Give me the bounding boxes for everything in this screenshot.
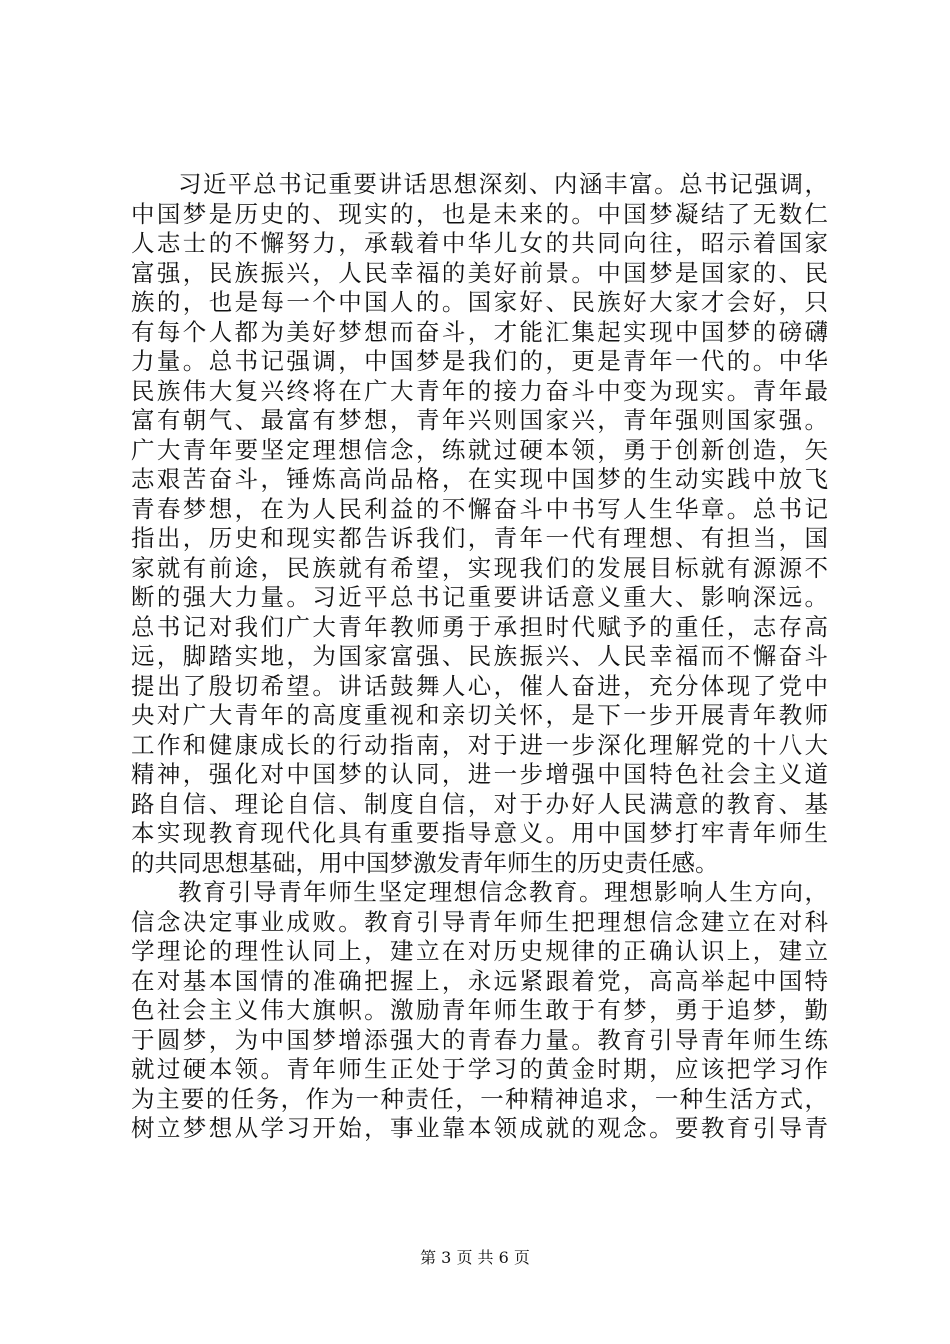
text-line: 学理论的理性认同上，建立在对历史规律的正确认识上，建立 xyxy=(131,937,828,965)
text-line: 就过硬本领。青年师生正处于学习的黄金时期，应该把学习作 xyxy=(131,1055,828,1083)
text-line: 青春梦想，在为人民利益的不懈奋斗中书写人生华章。总书记 xyxy=(131,494,828,523)
text-line: 志艰苦奋斗，锤炼高尚品格，在实现中国梦的生动实践中放飞 xyxy=(131,465,828,493)
paragraph-2 xyxy=(131,878,828,1144)
text-line: 有每个人都为美好梦想而奋斗，才能汇集起实现中国梦的磅礴 xyxy=(131,317,828,346)
page-number-footer: 第 3 页 共 6 页 xyxy=(420,1248,530,1267)
text-line: 人志士的不懈努力，承载着中华儿女的共同向往，昭示着国家 xyxy=(131,229,828,257)
text-line: 本实现教育现代化具有重要指导意义。用中国梦打牢青年师生 xyxy=(131,819,828,847)
text-line: 在对基本国情的准确把握上，永远紧跟着党，高高举起中国特 xyxy=(131,966,828,995)
text-line: 富强，民族振兴，人民幸福的美好前景。中国梦是国家的、民 xyxy=(131,258,828,287)
text-line: 广大青年要坚定理想信念，练就过硬本领，勇于创新创造，矢 xyxy=(131,435,828,464)
text-line: 精神，强化对中国梦的认同，进一步增强中国特色社会主义道 xyxy=(131,760,828,788)
text-line: 的共同思想基础，用中国梦激发青年师生的历史责任感。 xyxy=(131,848,719,877)
text-line: 习近平总书记重要讲话思想深刻、内涵丰富。总书记强调， xyxy=(178,170,828,198)
text-line: 提出了殷切希望。讲话鼓舞人心，催人奋进，充分体现了党中 xyxy=(131,671,828,700)
text-line: 总书记对我们广大青年教师勇于承担时代赋予的重任，志存高 xyxy=(131,612,828,641)
text-line: 信念决定事业成败。教育引导青年师生把理想信念建立在对科 xyxy=(131,907,828,936)
text-line: 央对广大青年的高度重视和亲切关怀，是下一步开展青年教师 xyxy=(131,701,828,729)
text-line: 中国梦是历史的、现实的，也是未来的。中国梦凝结了无数仁 xyxy=(131,199,828,228)
body-text xyxy=(131,170,828,1144)
text-line: 色社会主义伟大旗帜。激励青年师生敢于有梦，勇于追梦，勤 xyxy=(131,996,828,1024)
text-line: 教育引导青年师生坚定理想信念教育。理想影响人生方向， xyxy=(178,878,828,906)
text-line: 民族伟大复兴终将在广大青年的接力奋斗中变为现实。青年最 xyxy=(131,376,828,405)
text-line: 树立梦想从学习开始，事业靠本领成就的观念。要教育引导青 xyxy=(131,1114,828,1142)
text-line: 路自信、理论自信、制度自信，对于办好人民满意的教育、基 xyxy=(131,789,828,818)
text-line: 远，脚踏实地，为国家富强、民族振兴、人民幸福而不懈奋斗 xyxy=(131,642,828,670)
text-line: 工作和健康成长的行动指南，对于进一步深化理解党的十八大 xyxy=(131,730,828,759)
text-line: 力量。总书记强调，中国梦是我们的，更是青年一代的。中华 xyxy=(131,347,828,375)
text-line: 家就有前途，民族就有希望，实现我们的发展目标就有源源不 xyxy=(131,553,828,582)
text-line: 族的，也是每一个中国人的。国家好、民族好大家才会好，只 xyxy=(131,288,828,316)
text-line: 为主要的任务，作为一种责任，一种精神追求，一种生活方式， xyxy=(131,1084,828,1113)
text-line: 断的强大力量。习近平总书记重要讲话意义重大、影响深远。 xyxy=(131,583,828,611)
text-line: 指出，历史和现实都告诉我们，青年一代有理想、有担当，国 xyxy=(131,524,828,552)
paragraph-1 xyxy=(131,170,828,878)
text-line: 富有朝气、最富有梦想，青年兴则国家兴，青年强则国家强。 xyxy=(131,406,828,434)
text-line: 于圆梦，为中国梦增添强大的青春力量。教育引导青年师生练 xyxy=(131,1025,828,1054)
